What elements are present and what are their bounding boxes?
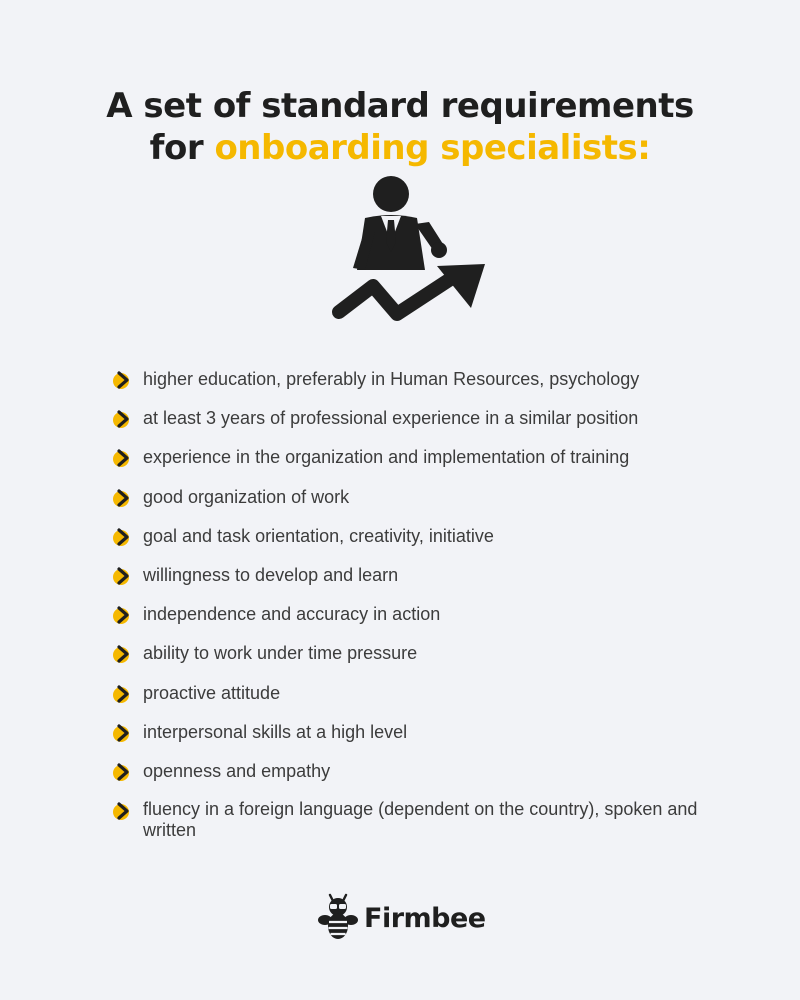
requirement-text: ability to work under time pressure [143,643,418,664]
title-line-2-prefix: for [149,127,215,168]
brand-footer [318,893,486,943]
chevron-bullet-icon [112,801,136,821]
requirement-text: at least 3 years of professional experience in a similar position [143,408,639,429]
chevron-bullet-icon [112,605,136,625]
chevron-bullet-icon [112,684,136,704]
chevron-bullet-icon [112,566,136,586]
businessman-growth-arrow-icon [325,172,495,332]
requirement-text: fluency in a foreign language (dependent on the country), spoken and written [143,799,698,841]
requirement-text: proactive attitude [143,682,281,703]
requirement-text: willingness to develop and learn [143,564,399,585]
chevron-bullet-icon [112,488,136,508]
chevron-bullet-icon [112,409,136,429]
requirements-list [112,368,712,847]
list-item [112,368,712,407]
title-line-1: A set of standard requirements [106,85,694,126]
list-item [112,525,712,564]
list-item [112,721,712,760]
list-item [112,799,712,847]
requirement-text: openness and empathy [143,760,331,781]
chevron-bullet-icon [112,448,136,468]
list-item [112,407,712,446]
list-item [112,642,712,681]
list-item [112,446,712,485]
list-item [112,760,712,799]
chevron-bullet-icon [112,723,136,743]
title-line-2-accent: onboarding specialists: [214,127,651,168]
chevron-bullet-icon [112,527,136,547]
requirement-text: goal and task orientation, creativity, initiative [143,525,494,546]
list-item [112,682,712,721]
brand-name: Firmbee [364,902,486,934]
page-title [0,85,800,169]
requirement-text: interpersonal skills at a high level [143,721,408,742]
chevron-bullet-icon [112,644,136,664]
list-item [112,603,712,642]
requirement-text: higher education, preferably in Human Resources, psychology [143,369,640,389]
list-item [112,486,712,525]
requirement-text: experience in the organization and implementation of training [143,447,630,468]
requirement-text: independence and accuracy in action [143,604,441,625]
chevron-bullet-icon [112,762,136,782]
requirement-text: good organization of work [143,486,350,507]
chevron-bullet-icon [112,370,136,390]
list-item [112,564,712,603]
firmbee-bee-logo-icon [318,893,358,943]
